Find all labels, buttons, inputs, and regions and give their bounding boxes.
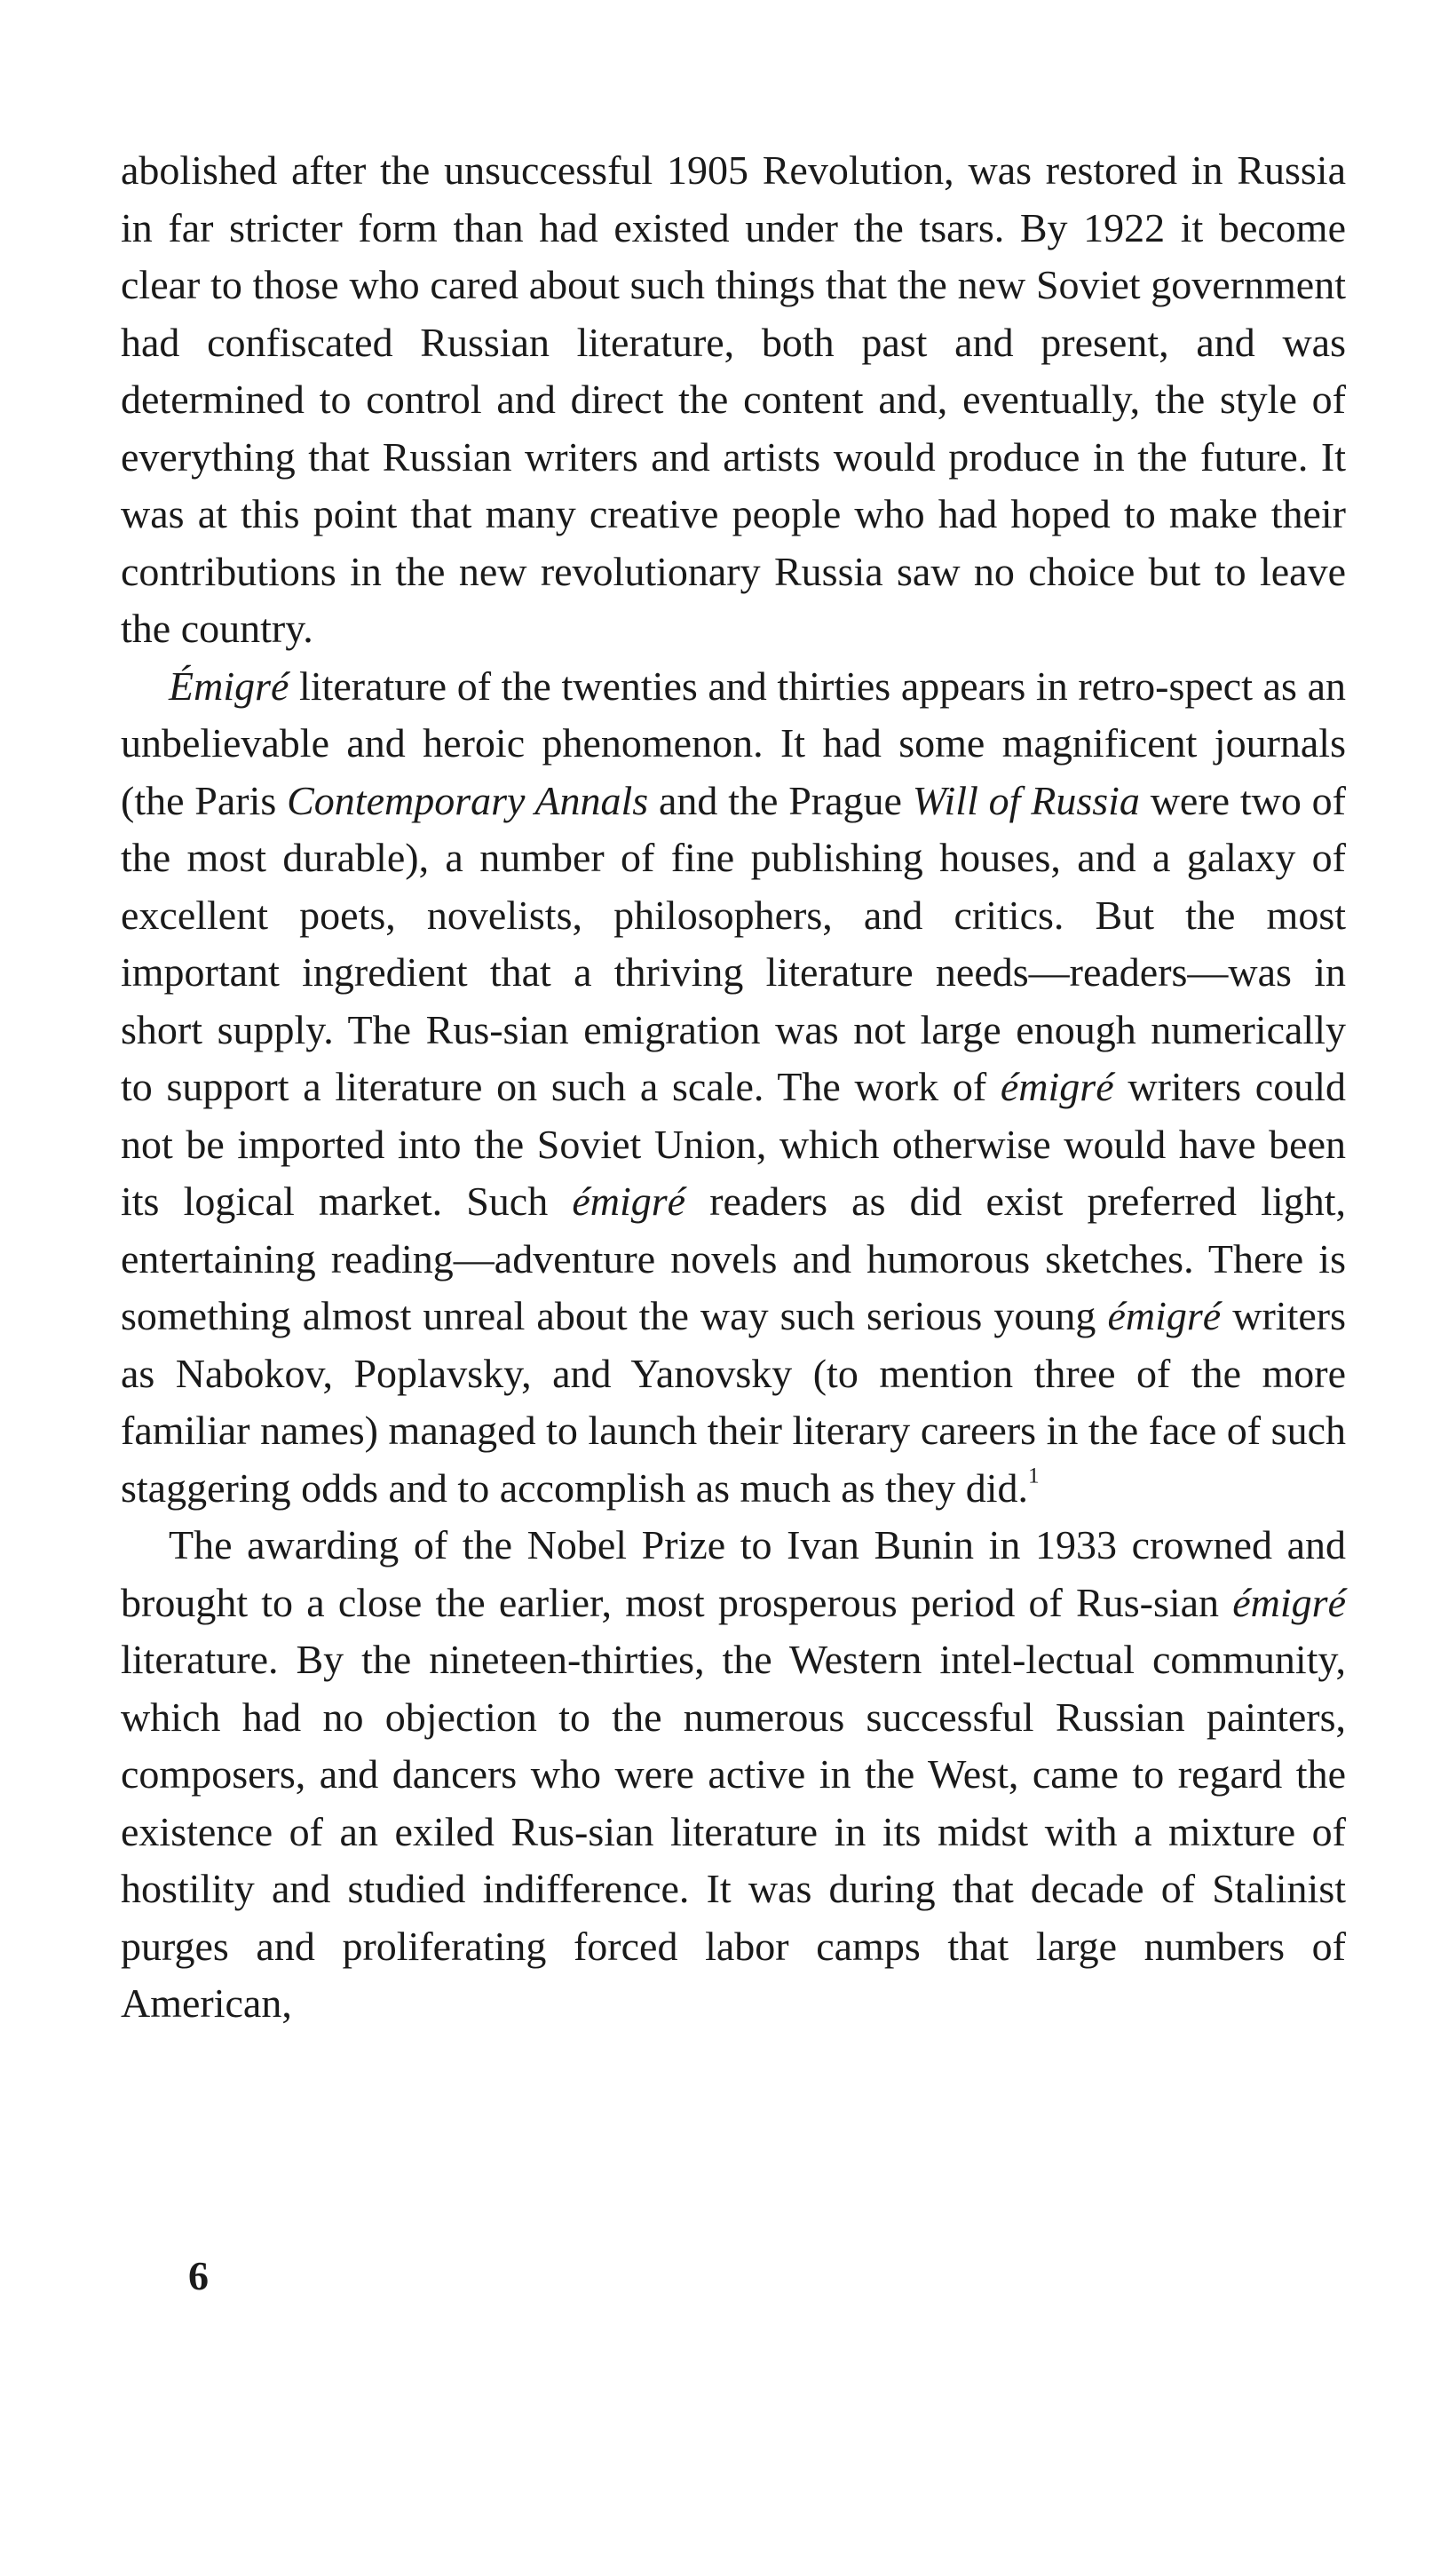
page-number: 6	[188, 2253, 209, 2298]
italic-term: émigré	[572, 1178, 686, 1224]
text-run: were two of the most durable), a number of fine publishing houses, and a galaxy of excellent poets, novelists, philosophers, and critics. But the most important ingredient that a thriving literature needs—readers—was in short supply. The Rus-sian emigration was not large enough numerically to support a literature on such a scale. The work of	[121, 777, 1346, 1109]
italic-term: Contemporary Annals	[287, 777, 649, 823]
paragraph-continued	[121, 142, 1346, 658]
text-run: literature of the twenties and thirties appears in retro-spect as an unbelievable and heroic phenomenon. It had some magnificent journals (the Paris	[121, 663, 1346, 823]
paragraph-nobel-prize	[121, 1517, 1346, 2033]
text-run: abolished after the unsuccessful 1905 Revolution, was restored in Russia in far stricter form than had existed under the tsars. By 1922 it become clear to those who cared about such things that the new Soviet government had confiscated Russian literature, both past and present, and was determined to control and direct the content and, eventually, the style of everything that Russian writers and artists would produce in the future. It was at this point that many creative people who had hoped to make their contributions in the new revolutionary Russia saw no choice but to leave the country.	[121, 147, 1346, 651]
text-run: The awarding of the Nobel Prize to Ivan Bunin in 1933 crowned and brought to a close the earlier, most prosperous period of Rus-sian	[121, 1522, 1346, 1625]
text-run: writers as Nabokov, Poplavsky, and Yanovsky (to mention three of the more familiar names) managed to launch their literary careers in the face of such staggering odds and to accomplish as much as they did.	[121, 1293, 1346, 1511]
italic-term: Émigré	[169, 663, 289, 709]
text-run: readers as did exist preferred light, entertaining reading—adventure novels and humorous sketches. There is something almost unreal about the way such serious young	[121, 1178, 1346, 1338]
text-run: writers could not be imported into the Soviet Union, which otherwise would have been its logical market. Such	[121, 1064, 1347, 1224]
italic-term: Will of Russia	[912, 777, 1140, 823]
text-run: and the Prague	[648, 777, 913, 823]
paragraph-emigre-literature	[121, 658, 1346, 1518]
footnote-marker: 1	[1028, 1463, 1040, 1488]
italic-term: émigré	[1107, 1293, 1222, 1338]
italic-term: émigré	[1000, 1064, 1114, 1109]
body-text	[121, 142, 1346, 2033]
italic-term: émigré	[1232, 1579, 1346, 1625]
text-run: literature. By the nineteen-thirties, the Western intel-lectual community, which had no objection to the numerous successful Russian painters, composers, and dancers who were active in the West, came to regard the existence of an exiled Rus-sian literature in its midst with a mixture of hostility and studied indifference. It was during that decade of Stalinist purges and proliferating forced labor camps that large numbers of American,	[121, 1637, 1346, 2026]
